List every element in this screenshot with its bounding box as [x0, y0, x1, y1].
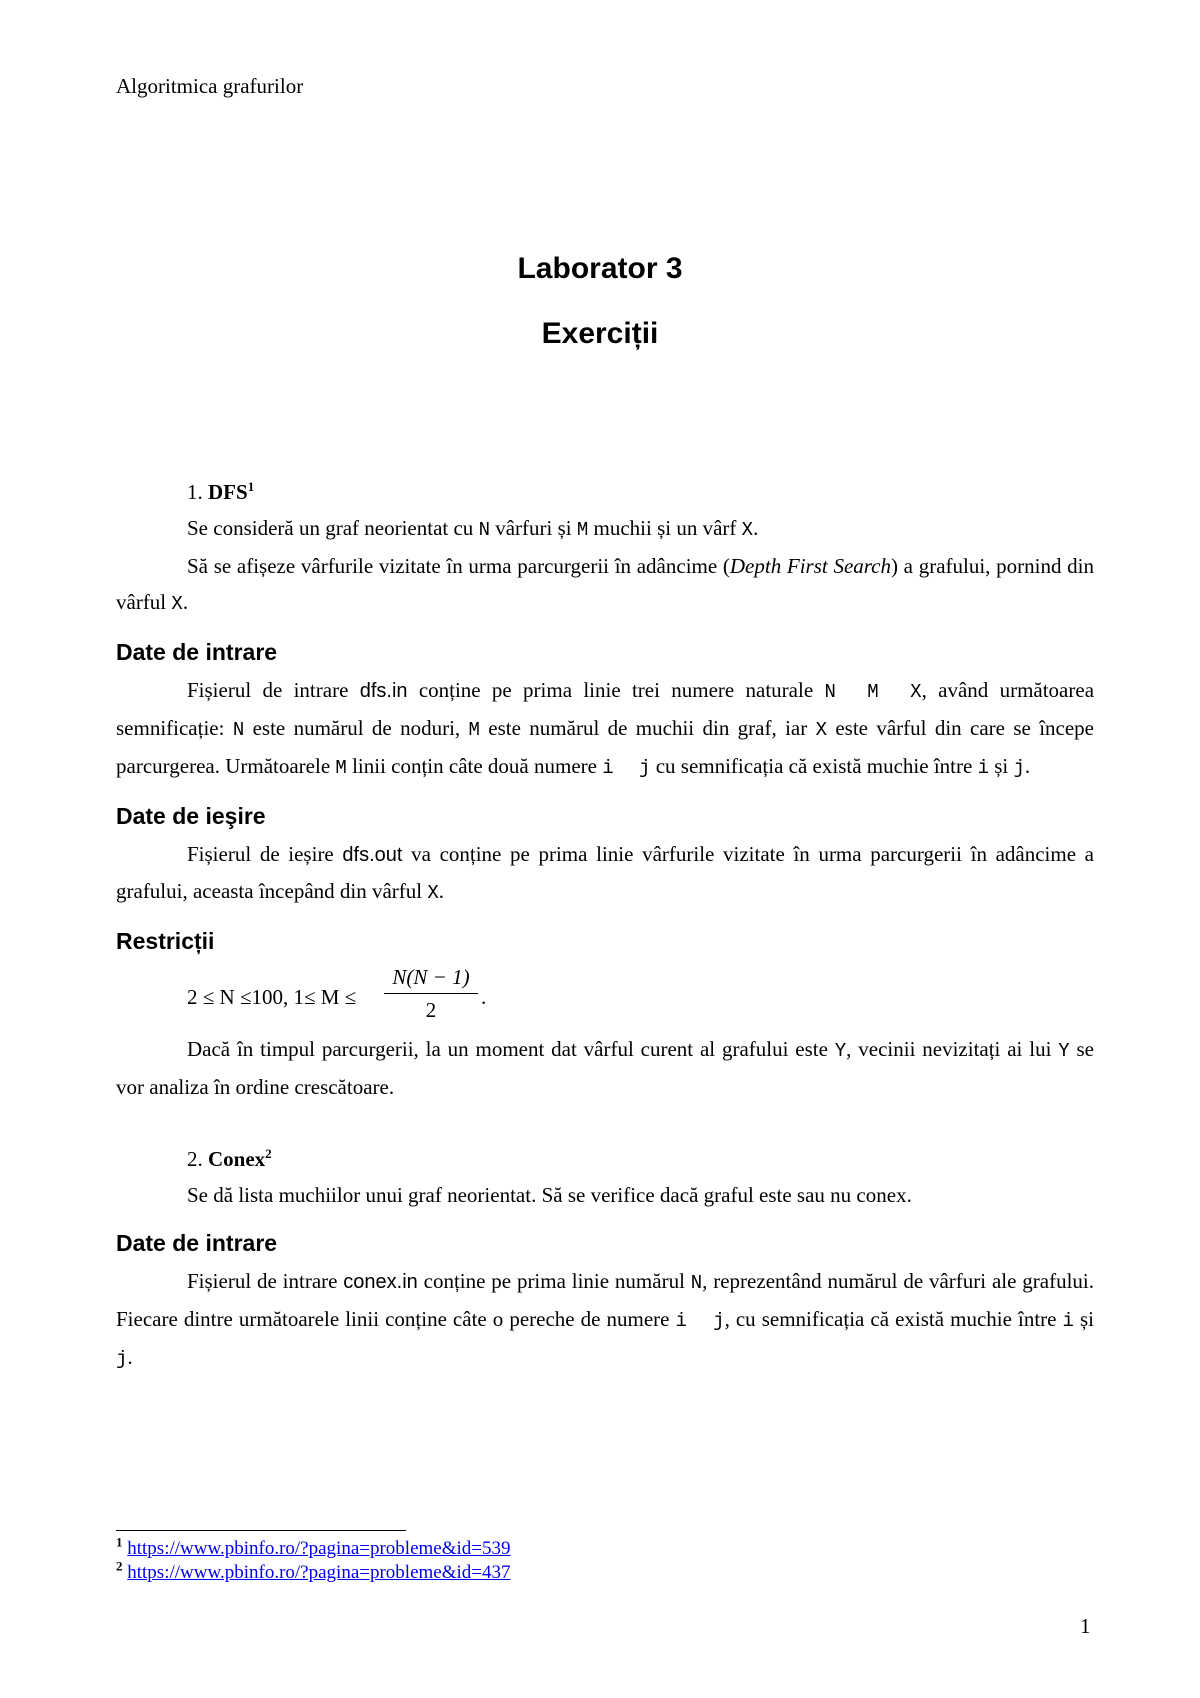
running-header: Algoritmica grafurilor [116, 74, 304, 98]
footnote-1 [116, 1534, 511, 1561]
fraction-numerator: N(N − 1) [384, 961, 478, 994]
input-description: Fișierul de intrare dfs.in conține pe prima linie trei numere naturale N M X, având următoarea semnificație: N este numărul de noduri, M este numărul de muchii din graf, iar X este vârful din care se începe parcurgerea. Următoarele M linii conțin câte două numere i j cu semnificația că există muchie între i și j. [116, 678, 1095, 779]
main-content [116, 474, 1094, 1377]
footnote-separator [116, 1530, 406, 1531]
output-heading: Date de ieşire [116, 803, 266, 829]
formula-fraction [384, 961, 478, 1026]
input-description: Fișierul de intrare conex.in conține pe prima linie numărul N, reprezentând numărul de vârfuri ale grafului. Fiecare dintre următoarele linii conține câte o pereche de numere i j, cu semnificația că există muchie între i și j. [116, 1269, 1094, 1370]
exercise-2-heading [116, 1141, 1094, 1177]
footnote-mark: 2 [116, 1558, 123, 1574]
exercise-1-statement: Se consideră un graf neorientat cu N vârfuri și M muchii și un vârf X. [187, 516, 759, 541]
page-number: 1 [1080, 1614, 1091, 1638]
formula-lhs: 2 ≤ N ≤100, 1≤ M ≤ [187, 985, 357, 1009]
exercise-1-heading [116, 474, 1094, 510]
exercise-2-statement: Se dă lista muchiilor unui graf neorientat. Să se verifice dacă graful este sau nu conex. [187, 1183, 912, 1207]
footnote-mark: 1 [116, 1534, 123, 1550]
exercise-number: 2. [187, 1147, 203, 1171]
footnote-link-2[interactable]: https://www.pbinfo.ro/?pagina=probleme&id=437 [127, 1562, 511, 1583]
exercise-number: 1. [187, 480, 203, 504]
page-subtitle: Exerciții [541, 317, 659, 350]
footnote-ref[interactable]: 1 [247, 479, 255, 494]
formula-end: . [481, 985, 487, 1009]
exercise-name: Conex [208, 1147, 266, 1171]
output-description: Fișierul de ieșire dfs.out va conține pe prima linie vârfurile vizitate în urma parcurgerii în adâncime a grafului, aceasta începând din vârful X. [116, 842, 1095, 904]
restrictions-description: Dacă în timpul parcurgerii, la un moment dat vârful curent al grafului este Y, vecinii nevizitați ai lui Y se vor analiza în ordine crescătoare. [116, 1037, 1094, 1099]
fraction-denominator: 2 [425, 998, 437, 1022]
exercise-name: DFS [208, 480, 248, 504]
input-heading: Date de intrare [116, 1230, 278, 1256]
footnote-link-1[interactable]: https://www.pbinfo.ro/?pagina=probleme&id=539 [127, 1538, 511, 1559]
input-heading: Date de intrare [116, 639, 278, 665]
restrictions-heading: Restricții [116, 928, 215, 954]
page-title: Laborator 3 [517, 252, 683, 285]
exercise-1-task: Să se afișeze vârfurile vizitate în urma parcurgerii în adâncime (Depth First Search) a grafului, pornind din vârful X. [116, 554, 1094, 615]
footnote-ref[interactable]: 2 [265, 1146, 272, 1161]
footnote-2 [116, 1558, 511, 1585]
footnotes [116, 1534, 511, 1585]
restriction-formula [116, 961, 1094, 1031]
